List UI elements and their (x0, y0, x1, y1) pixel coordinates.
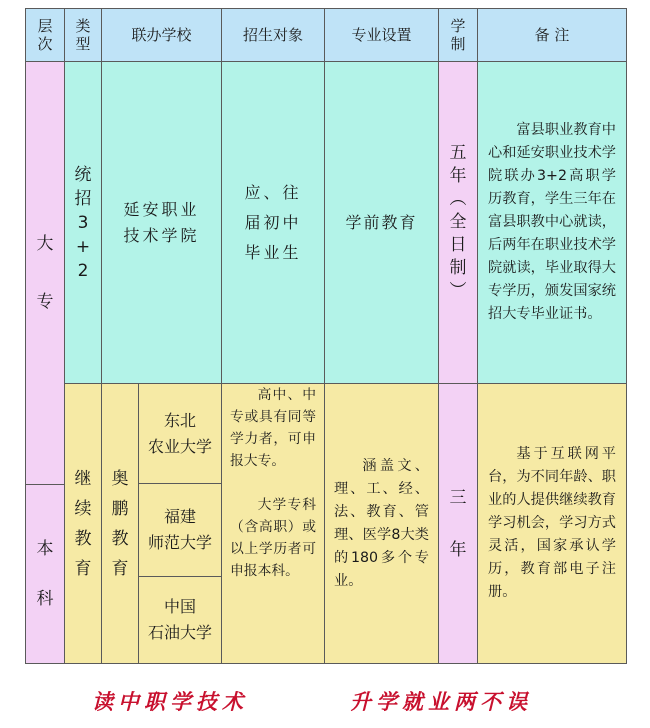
type-char: 育 (74, 558, 92, 579)
duration-char: 年 (449, 166, 467, 186)
header-level-char: 层 (37, 17, 53, 35)
header-level-char: 次 (37, 35, 53, 53)
row2-target-para-1: 高中、中专或具有同等学力者，可申报大专。 (230, 387, 316, 469)
header-duration-char: 学 (450, 17, 466, 35)
row2-school-2 (138, 483, 222, 577)
duration-char: ︶ (449, 281, 467, 301)
row2-major-text: 涵盖文、理、工、经、法、教育、管理、医学8大类的180多个专业。 (334, 457, 429, 589)
school-line: 农业大学 (147, 436, 212, 456)
target-line: 毕业生 (244, 242, 302, 262)
school-line: 中国 (163, 597, 196, 616)
header-type-char: 类 (75, 17, 91, 35)
duration-char: ︵ (449, 189, 467, 209)
duration-char: 五 (449, 143, 467, 163)
row1-note (477, 61, 627, 384)
school-line: 延安职业 (123, 199, 200, 219)
row2-note-text: 基于互联网平台，为不同年龄、职业的人提供继续教育学习机会，学习方式灵活，国家承认学历，教育部电子注册。 (488, 446, 616, 600)
level-char: 专 (36, 292, 54, 312)
row2-target-para-2: 大学专科（含高职）或以上学历者可申报本科。 (230, 497, 316, 579)
header-school: 联办学校 (101, 8, 222, 62)
row1-note-text: 富县职业教育中心和延安职业技术学院联办3+2高职学历教育，学生三年在富县职教中心就读，后两年在职业技术学院就读，毕业取得大专学历，颁发国家统招大专毕业证书。 (488, 122, 616, 322)
header-note: 备 注 (477, 8, 627, 62)
row1-target (221, 61, 325, 384)
header-duration-char: 制 (450, 35, 466, 53)
sub-type-char: 教 (111, 528, 129, 549)
target-line: 届初中 (244, 212, 302, 232)
type-char: 统 (74, 164, 92, 185)
row2-type (64, 383, 102, 664)
duration-char: 日 (449, 235, 467, 255)
type-char: 教 (74, 528, 92, 549)
row1-major: 学前教育 (324, 61, 439, 384)
header-level (25, 8, 65, 62)
sub-type-char: 育 (111, 558, 129, 579)
type-char: 续 (74, 498, 92, 519)
duration-char: 制 (449, 258, 467, 278)
slogan-right: 升学就业两不误 (350, 689, 532, 714)
type-char: 继 (74, 468, 92, 489)
sub-type-char: 奥 (111, 468, 129, 489)
duration-char: 年 (449, 539, 467, 560)
type-char: 招 (74, 188, 92, 209)
row1-duration (438, 61, 478, 384)
header-duration (438, 8, 478, 62)
level-char: 科 (36, 589, 54, 609)
header-major: 专业设置 (324, 8, 439, 62)
type-char: + (75, 236, 91, 257)
level-benke (25, 484, 65, 664)
sub-type-char: 鹏 (111, 498, 129, 519)
row1-type (64, 61, 102, 384)
row2-school-3 (138, 576, 222, 664)
duration-char: 三 (449, 487, 467, 508)
type-char: 3 (77, 212, 89, 233)
row2-duration (438, 383, 478, 664)
row2-target (221, 383, 325, 664)
school-line: 东北 (163, 410, 196, 430)
row2-school-1 (138, 383, 222, 484)
row2-major (324, 383, 439, 664)
duration-char: 全 (449, 212, 467, 232)
type-char: 2 (77, 260, 89, 281)
header-type-char: 型 (75, 35, 91, 53)
school-line: 石油大学 (147, 623, 212, 642)
level-char: 本 (36, 539, 54, 559)
row1-school (101, 61, 222, 384)
slogan-left: 读中职学技术 (92, 689, 248, 714)
school-line: 师范大学 (147, 533, 212, 552)
school-line: 福建 (163, 507, 196, 526)
school-line: 技术学院 (123, 225, 200, 245)
row2-note (477, 383, 627, 664)
header-type (64, 8, 102, 62)
target-line: 应、往 (244, 182, 302, 202)
level-dazhuan (25, 61, 65, 485)
row2-sub-type (101, 383, 139, 664)
header-target: 招生对象 (221, 8, 325, 62)
level-char: 大 (36, 234, 54, 254)
